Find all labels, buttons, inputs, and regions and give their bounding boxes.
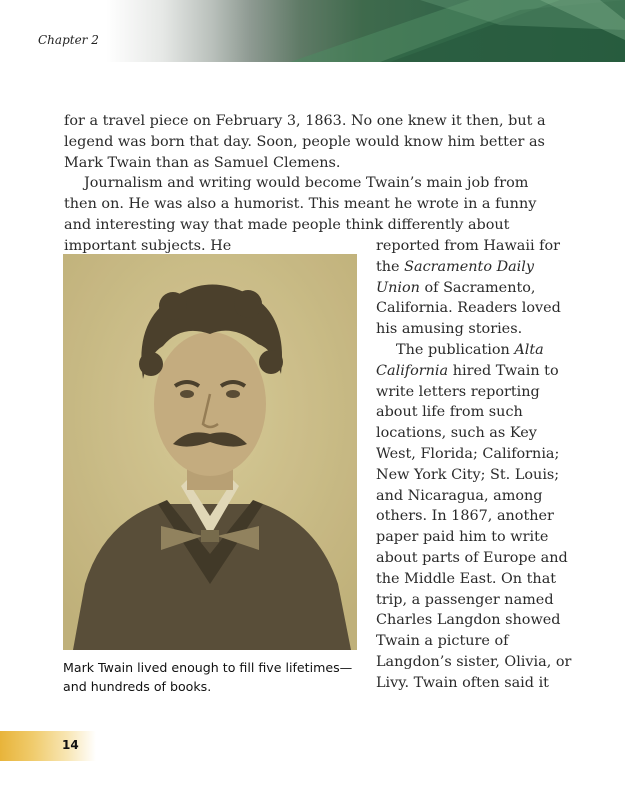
text-line: New York City; St. Louis; xyxy=(376,466,560,483)
text-line: California hired Twain to xyxy=(376,362,559,379)
text-line: California. Readers loved xyxy=(376,300,561,317)
text-line: write letters reporting xyxy=(376,383,540,400)
text-line: paper paid him to write xyxy=(376,529,549,546)
text-line: Union of Sacramento, xyxy=(376,279,536,296)
page-number: 14 xyxy=(62,738,79,752)
text-line: Twain a picture of xyxy=(376,633,509,650)
text-line: locations, such as Key xyxy=(376,425,537,442)
text-line: Livy. Twain often said it xyxy=(376,674,549,691)
body-text-full-width xyxy=(64,111,564,257)
text-line: trip, a passenger named xyxy=(376,591,554,608)
text-line: Langdon’s sister, Olivia, or xyxy=(376,653,572,670)
paragraph-2-continued xyxy=(376,236,566,340)
text-line: Charles Langdon showed xyxy=(376,612,561,629)
text-line: the Middle East. On that xyxy=(376,570,557,587)
text-line: West, Florida; California; xyxy=(376,445,560,462)
text-line: about life from such xyxy=(376,404,523,421)
text-line: reported from Hawaii for xyxy=(376,238,561,254)
text-line: The publication Alta xyxy=(396,341,544,358)
header-decoration xyxy=(0,0,625,62)
chapter-label: Chapter 2 xyxy=(38,33,99,47)
chapter-header-band xyxy=(0,0,625,62)
text-line: about parts of Europe and xyxy=(376,549,568,566)
photo-caption: Mark Twain lived enough to fill five lifetimes—and hundreds of books. xyxy=(63,660,353,694)
text-line: and Nicaragua, among xyxy=(376,487,543,504)
page-number-band xyxy=(0,731,96,761)
paragraph-1: for a travel piece on February 3, 1863. No one knew it then, but a legend was born that day. Soon, people would know him better as Mark Twain than as Samuel Clemens. xyxy=(64,113,546,171)
mark-twain-portrait xyxy=(63,254,357,650)
paragraph-3 xyxy=(376,340,572,694)
text-line: the Sacramento Daily xyxy=(376,258,535,275)
body-text-column xyxy=(376,236,572,694)
portrait-illustration xyxy=(63,254,357,650)
text-line: others. In 1867, another xyxy=(376,508,554,525)
paragraph-2-start: Journalism and writing would become Twain’s main job from then on. He was also a humorist. This meant he wrote in a funny and interesting way that made people think differently about important subjects. He xyxy=(64,175,537,254)
text-line: his amusing stories. xyxy=(376,321,523,338)
